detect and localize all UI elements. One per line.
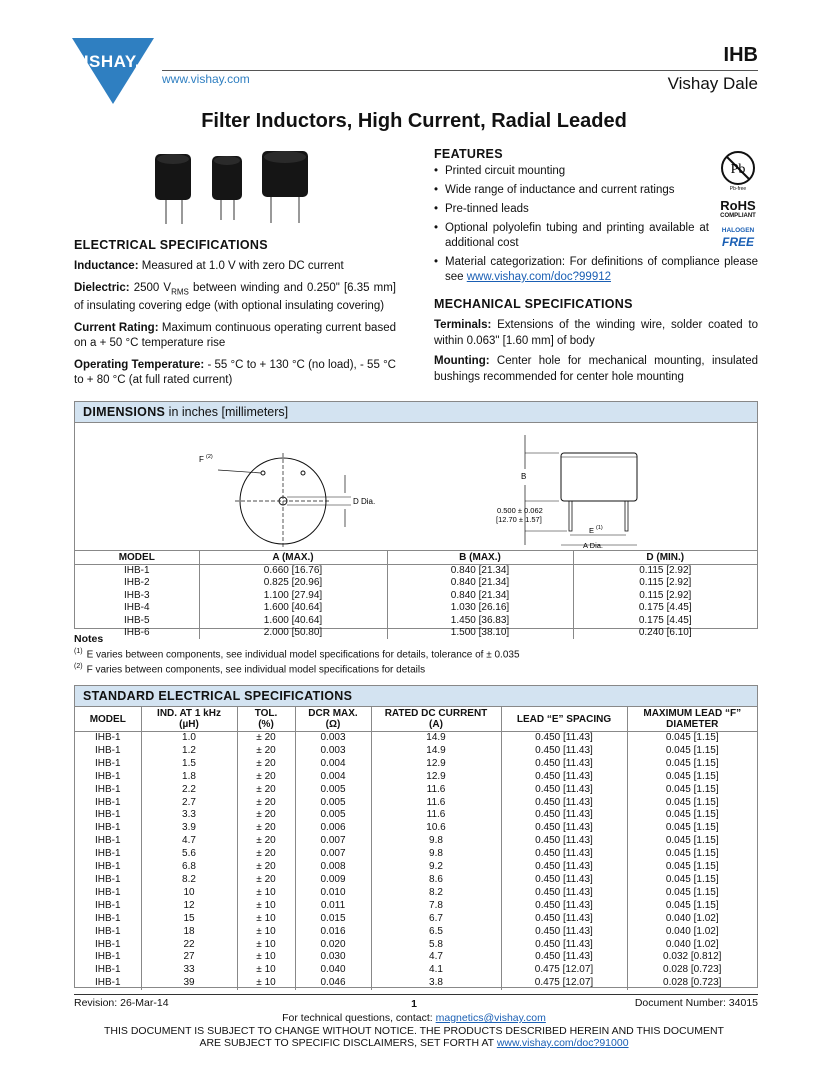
document-number: Document Number: 34015 [634,997,758,1009]
table-row [75,835,757,848]
dimension-drawing [75,423,757,551]
table-cell: 1.500 [38.10] [387,627,573,639]
table-cell: 0.005 [295,809,371,822]
table-cell: ± 20 [237,732,295,745]
table-cell: 0.115 [2.92] [573,590,757,602]
svg-text:Pb: Pb [730,162,746,177]
revision-date: Revision: 26-Mar-14 [74,997,169,1009]
table-cell: IHB-1 [94,796,121,808]
table-cell: 0.015 [295,913,371,926]
vishay-logo-text: VISHAY. [72,52,141,71]
dimensions-title: DIMENSIONS in inches [millimeters] [75,402,757,423]
table-cell: 9.8 [371,848,501,861]
table-cell: IHB-1 [94,886,121,898]
table-cell: 0.045 [1.15] [627,732,757,745]
column-header: MAXIMUM LEAD “F” DIAMETER [627,707,757,732]
table-cell: ± 10 [237,887,295,900]
table-cell: IHB-1 [94,873,121,885]
table-cell: 1.600 [40.64] [199,615,387,627]
table-cell: 0.450 [11.43] [501,835,627,848]
feature-item: • Pre-tinned leads [434,202,758,217]
table-cell: IHB-1 [94,951,121,963]
table-cell: 0.175 [4.45] [573,615,757,627]
table-cell: IHB-4 [123,602,150,614]
notes-heading: Notes [74,633,104,645]
table-cell: 0.007 [295,835,371,848]
rohs-label: RoHS [720,198,756,213]
dimensions-diagram [75,423,757,551]
table-row [75,848,757,861]
table-cell: IHB-1 [94,835,121,847]
table-cell: 0.040 [295,964,371,977]
table-cell: 0.007 [295,848,371,861]
table-cell: IHB-1 [94,899,121,911]
table-cell: 10.6 [371,822,501,835]
table-row [75,797,757,810]
table-cell: 0.450 [11.43] [501,822,627,835]
table-cell: 1.8 [141,771,237,784]
table-cell: 8.6 [371,874,501,887]
table-cell: 6.5 [371,926,501,939]
table-cell: 0.450 [11.43] [501,784,627,797]
table-cell: 3.9 [141,822,237,835]
table-cell: 0.004 [295,771,371,784]
column-header: TOL. (%) [237,707,295,732]
halogen-free-label: FREE [721,235,754,249]
table-cell: ± 10 [237,977,295,990]
table-cell: 6.8 [141,861,237,874]
table-cell: 0.020 [295,939,371,952]
table-cell: IHB-5 [123,614,150,626]
table-row [75,758,757,771]
note-item: $^{(1)}$ E varies between components, see individual model specifications for details, tolerance of ± 0.035 [74,648,520,661]
mechanical-specs-heading: MECHANICAL SPECIFICATIONS [434,297,633,311]
table-cell: 12.9 [371,758,501,771]
table-cell: ± 20 [237,758,295,771]
standard-specs-table-box [74,685,758,988]
table-cell: IHB-1 [94,744,121,756]
column-header: LEAD “E” SPACING [501,707,627,732]
table-cell: 1.5 [141,758,237,771]
column-header: MODEL [75,707,141,732]
table-cell: IHB-1 [94,732,121,743]
table-cell: IHB-1 [123,565,150,576]
spec-terminals: Terminals: Extensions of the winding wire, solder coated to within 0.063" [1.60 mm] of body [434,319,758,347]
table-cell: 0.045 [1.15] [627,809,757,822]
table-cell: ± 10 [237,913,295,926]
table-cell: 12.9 [371,771,501,784]
table-cell: 0.450 [11.43] [501,745,627,758]
feature-item: • Wide range of inductance and current ratings [434,183,758,198]
features-heading: FEATURES [434,147,503,161]
table-cell: 1.2 [141,745,237,758]
table-cell: 11.6 [371,809,501,822]
table-cell: 0.450 [11.43] [501,900,627,913]
pb-free-icon [720,150,756,186]
table-row [75,627,757,639]
table-row [75,577,757,589]
standard-specs-table-body [75,732,757,991]
table-cell: ± 20 [237,861,295,874]
table-cell: ± 20 [237,784,295,797]
electrical-specs-heading: ELECTRICAL SPECIFICATIONS [74,238,268,252]
standard-specs-table [75,707,757,990]
table-row [75,913,757,926]
table-cell: 0.040 [1.02] [627,913,757,926]
table-cell: 39 [141,977,237,990]
spec-operating-temp: Operating Temperature: - 55 °C to + 130 °C (no load), - 55 °C to + 80 °C (at full rated current) [74,358,396,387]
table-cell: 3.8 [371,977,501,990]
table-cell: 0.045 [1.15] [627,745,757,758]
table-cell: 5.8 [371,939,501,952]
col-d-min: D (MIN.) [573,551,757,565]
table-cell: 0.475 [12.07] [501,964,627,977]
table-cell: ± 20 [237,745,295,758]
table-cell: ± 20 [237,797,295,810]
column-header: RATED DC CURRENT (A) [371,707,501,732]
table-cell: IHB-6 [123,627,150,639]
features-list [434,164,758,289]
table-cell: 0.045 [1.15] [627,887,757,900]
table-cell: IHB-1 [94,964,121,976]
table-row [75,951,757,964]
dimensions-header-row [75,551,757,565]
table-cell: 0.450 [11.43] [501,913,627,926]
table-cell: 14.9 [371,745,501,758]
table-cell: 7.8 [371,900,501,913]
table-cell: IHB-1 [94,822,121,834]
table-cell: IHB-1 [94,861,121,873]
part-number: IHB [723,44,758,66]
table-cell: 1.450 [36.83] [387,615,573,627]
disclaimer-link[interactable]: www.vishay.com/doc?91000 [496,1037,629,1049]
table-cell: 0.240 [6.10] [573,627,757,639]
table-cell: IHB-1 [94,757,121,769]
notes-list [74,646,520,677]
table-cell: IHB-2 [123,577,150,589]
table-cell: 6.7 [371,913,501,926]
table-cell: IHB-1 [94,783,121,795]
table-cell: IHB-1 [94,848,121,860]
table-row [75,784,757,797]
table-cell: 0.660 [16.76] [199,565,387,578]
table-cell: ± 10 [237,926,295,939]
table-row [75,822,757,835]
feature-item: • Optional polyolefin tubing and printing available at additional cost [434,221,709,251]
table-cell: 0.045 [1.15] [627,835,757,848]
table-cell: 0.005 [295,797,371,810]
table-cell: 8.2 [141,874,237,887]
pb-free-label: Pb-free [729,186,747,192]
table-cell: 18 [141,926,237,939]
note-item: $^{(2)}$ F varies between components, see individual model specifications for details [74,663,426,676]
table-cell: 2.2 [141,784,237,797]
table-row [75,861,757,874]
table-row [75,977,757,990]
table-cell: IHB-1 [94,912,121,924]
table-cell: 0.450 [11.43] [501,809,627,822]
table-cell: 0.475 [12.07] [501,977,627,990]
table-cell: 2.000 [50.80] [199,627,387,639]
table-cell: 8.2 [371,887,501,900]
table-cell: 0.028 [0.723] [627,964,757,977]
table-cell: 5.6 [141,848,237,861]
svg-text:F: F [199,455,204,464]
table-cell: 3.3 [141,809,237,822]
table-cell: 14.9 [371,732,501,745]
column-header: IND. AT 1 kHz (µH) [141,707,237,732]
footer-rule [74,994,758,995]
table-cell: 9.2 [371,861,501,874]
table-cell: 2.7 [141,797,237,810]
standard-specs-title: STANDARD ELECTRICAL SPECIFICATIONS [75,686,757,707]
table-cell: 0.450 [11.43] [501,951,627,964]
table-cell: IHB-1 [94,977,121,989]
svg-text:(2): (2) [206,454,213,460]
table-row [75,964,757,977]
table-row [75,900,757,913]
table-cell: 10 [141,887,237,900]
standard-specs-header-row [75,707,757,732]
svg-text:(1): (1) [596,525,603,531]
table-cell: IHB-3 [123,589,150,601]
spec-current-rating: Current Rating: Maximum continuous operating current based on a + 50 °C temperature rise [74,321,396,350]
table-cell: 0.030 [295,951,371,964]
table-cell: 0.010 [295,887,371,900]
col-b-max: B (MAX.) [387,551,573,565]
mechanical-specs-body [434,318,758,390]
table-cell: 0.045 [1.15] [627,848,757,861]
table-cell: 0.045 [1.15] [627,784,757,797]
table-cell: 0.840 [21.34] [387,577,573,589]
table-cell: 0.450 [11.43] [501,797,627,810]
table-cell: 0.450 [11.43] [501,771,627,784]
table-cell: IHB-1 [94,770,121,782]
table-cell: ± 20 [237,874,295,887]
table-row [75,602,757,614]
table-cell: 27 [141,951,237,964]
col-a-max: A (MAX.) [199,551,387,565]
table-cell: 0.450 [11.43] [501,939,627,952]
table-row [75,771,757,784]
table-row [75,615,757,627]
table-cell: IHB-1 [94,925,121,937]
table-cell: ± 10 [237,951,295,964]
table-cell: 1.100 [27.94] [199,590,387,602]
table-row [75,745,757,758]
table-row [75,887,757,900]
table-cell: 1.0 [141,732,237,745]
page-number: 1 [411,998,417,1010]
table-cell: 0.450 [11.43] [501,732,627,745]
table-cell: 0.840 [21.34] [387,590,573,602]
feature-item-material: • Material categorization: For definitions of compliance please see www.vishay.com/doc?99912 [434,255,758,285]
table-cell: 12 [141,900,237,913]
spec-dielectric: Dielectric: 2500 $V_{RMS}$ between winding and 0.250" [6.35 mm] of insulating covering edge (with optional insulating covering) [74,281,396,313]
table-row [75,809,757,822]
tech-email-link[interactable]: magnetics@vishay.com [435,1012,546,1024]
table-row [75,939,757,952]
table-cell: 9.8 [371,835,501,848]
table-cell: 0.450 [11.43] [501,848,627,861]
table-cell: 0.450 [11.43] [501,861,627,874]
table-cell: 4.1 [371,964,501,977]
halogen-label: HALOGEN [721,227,755,234]
table-cell: 0.045 [1.15] [627,861,757,874]
table-cell: 22 [141,939,237,952]
table-cell: 0.450 [11.43] [501,887,627,900]
table-cell: ± 10 [237,939,295,952]
table-row [75,590,757,602]
spec-mounting: Mounting: Center hole for mechanical mounting, insulated bushings recommended for center hole mounting [434,355,758,383]
table-cell: 0.004 [295,758,371,771]
table-cell: 0.008 [295,861,371,874]
rohs-compliant-label: COMPLIANT [720,213,756,219]
brand-name: Vishay Dale [667,74,758,93]
table-cell: 4.7 [141,835,237,848]
site-url-link[interactable]: www.vishay.com [162,72,250,86]
svg-text:E: E [589,526,595,535]
table-cell: ± 10 [237,900,295,913]
table-cell: 0.045 [1.15] [627,822,757,835]
table-cell: ± 10 [237,964,295,977]
compliance-link[interactable]: www.vishay.com/doc?99912 [466,271,611,283]
table-cell: 0.005 [295,784,371,797]
table-cell: 1.030 [26.16] [387,602,573,614]
electrical-specs-body [74,259,396,395]
document-title: Filter Inductors, High Current, Radial Leaded [201,110,627,132]
table-cell: 0.045 [1.15] [627,758,757,771]
table-cell: 0.115 [2.92] [573,565,757,578]
dimensions-table-body [75,565,757,640]
table-cell: 0.032 [0.812] [627,951,757,964]
table-cell: ± 20 [237,835,295,848]
col-model: MODEL [75,551,199,565]
product-photo [150,148,315,226]
column-header: DCR MAX. (Ω) [295,707,371,732]
svg-text:D Dia.: D Dia. [353,497,376,506]
table-cell: 0.450 [11.43] [501,874,627,887]
disclaimer: THIS DOCUMENT IS SUBJECT TO CHANGE WITHOUT NOTICE. THE PRODUCTS DESCRIBED HEREIN AND THIS DOCUMENT ARE SUBJECT TO SPECIFIC DISCLAIMERS, SET FORTH AT www.vishay.com/doc?91000 [104,1025,724,1049]
table-cell: ± 20 [237,848,295,861]
table-cell: 15 [141,913,237,926]
table-cell: IHB-1 [94,938,121,950]
table-cell: 0.175 [4.45] [573,602,757,614]
svg-text:B: B [521,472,527,481]
table-row [75,732,757,745]
table-cell: ± 20 [237,822,295,835]
table-cell: 0.040 [1.02] [627,939,757,952]
table-cell: 11.6 [371,797,501,810]
table-cell: 0.040 [1.02] [627,926,757,939]
table-cell: IHB-1 [94,809,121,821]
table-cell: 0.028 [0.723] [627,977,757,990]
dimensions-table [75,551,757,639]
table-row [75,874,757,887]
table-cell: 0.045 [1.15] [627,797,757,810]
table-cell: 0.003 [295,732,371,745]
table-cell: 0.046 [295,977,371,990]
table-cell: 0.016 [295,926,371,939]
table-cell: 0.450 [11.43] [501,758,627,771]
table-cell: 0.045 [1.15] [627,771,757,784]
svg-text:0.500 ± 0.062: 0.500 ± 0.062 [497,506,543,515]
table-cell: 33 [141,964,237,977]
table-cell: 0.045 [1.15] [627,900,757,913]
table-cell: 0.450 [11.43] [501,926,627,939]
table-cell: 0.115 [2.92] [573,577,757,589]
table-cell: 1.600 [40.64] [199,602,387,614]
table-row [75,565,757,578]
table-cell: 11.6 [371,784,501,797]
table-cell: 0.840 [21.34] [387,565,573,578]
table-cell: ± 20 [237,809,295,822]
table-cell: 0.006 [295,822,371,835]
table-cell: 0.825 [20.96] [199,577,387,589]
table-cell: ± 20 [237,771,295,784]
table-cell: 0.009 [295,874,371,887]
svg-text:[12.70 ± 1.57]: [12.70 ± 1.57] [496,515,542,524]
header-rule [162,70,758,71]
feature-item: • Printed circuit mounting [434,164,758,179]
table-cell: 0.045 [1.15] [627,874,757,887]
table-cell: 4.7 [371,951,501,964]
table-cell: 0.003 [295,745,371,758]
tech-questions: For technical questions, contact: magnetics@vishay.com [282,1012,546,1024]
table-row [75,926,757,939]
spec-inductance: Inductance: Measured at 1.0 V with zero DC current [74,260,344,272]
svg-text:A Dia.: A Dia. [583,541,604,550]
table-cell: 0.011 [295,900,371,913]
